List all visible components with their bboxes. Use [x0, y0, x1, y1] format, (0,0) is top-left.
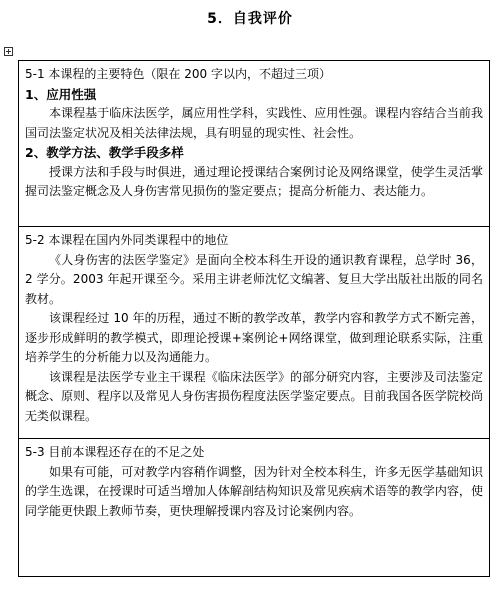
feature-text-2: 授课方法和手段与时俱进，通过理论授课结合案例讨论及网络课堂，使学生灵活掌握司法鉴定概念及人身伤害常见损伤的鉴定要点；提高分析能力、表达能力。 — [25, 164, 483, 198]
table-row — [19, 227, 489, 439]
feature-text-1: 本课程基于临床法医学，属应用性学科，实践性、应用性强。课程内容结合当前我国司法鉴定状况及相关法律法规，具有明显的现实性、社会性。 — [25, 106, 483, 140]
shortcoming-paragraph: 如果有可能，可对教学内容稍作调整，因为针对全校本科生，许多无医学基础知识的学生选课，在授课时可适当增加人体解剖结构知识及常见疾病术语等的教学内容，使同学能更快跟上教师节奏，更快理解授课内容及讨论案例内容。 — [25, 464, 483, 518]
status-paragraph-1: 《人身伤害的法医学鉴定》是面向全校本科生开设的通识教育课程，总学时 36，2 学分。2003 年起开课至今。采用主讲老师沈忆文编著、复旦大学出版社出版的同名教材。 — [25, 252, 483, 306]
section-heading-5-1: 5-1 本课程的主要特色（限在 200 字以内，不超过三项） — [25, 67, 331, 81]
evaluation-table — [18, 60, 490, 577]
page-title: 5．自我评价 — [207, 11, 293, 27]
feature-title-1: 1、应用性强 — [25, 86, 97, 102]
status-paragraph-2: 该课程经过 10 年的历程，通过不断的教学改革，教学内容和教学方式不断完善，逐步形成鲜明的教学模式，即理论授课+案例论+网络课堂，做到理论联系实际，注重培养学生的分析能力以及沟通能力。 — [25, 311, 483, 364]
table-move-handle-icon[interactable] — [4, 47, 13, 56]
feature-title-2: 2、教学方法、教学手段多样 — [25, 145, 184, 160]
table-row — [19, 61, 489, 227]
section-heading-5-2: 5-2 本课程在国内外同类课程中的地位 — [25, 233, 229, 247]
table-row — [19, 439, 489, 576]
status-paragraph-3: 该课程是法医学专业主干课程《临床法医学》的部分研究内容，主要涉及司法鉴定概念、原则、程序以及常见人身伤害损伤程度法医学鉴定要点。目前我国各医学院校尚无类似课程。 — [25, 369, 483, 423]
section-heading-5-3: 5-3 目前本课程还存在的不足之处 — [25, 445, 205, 459]
